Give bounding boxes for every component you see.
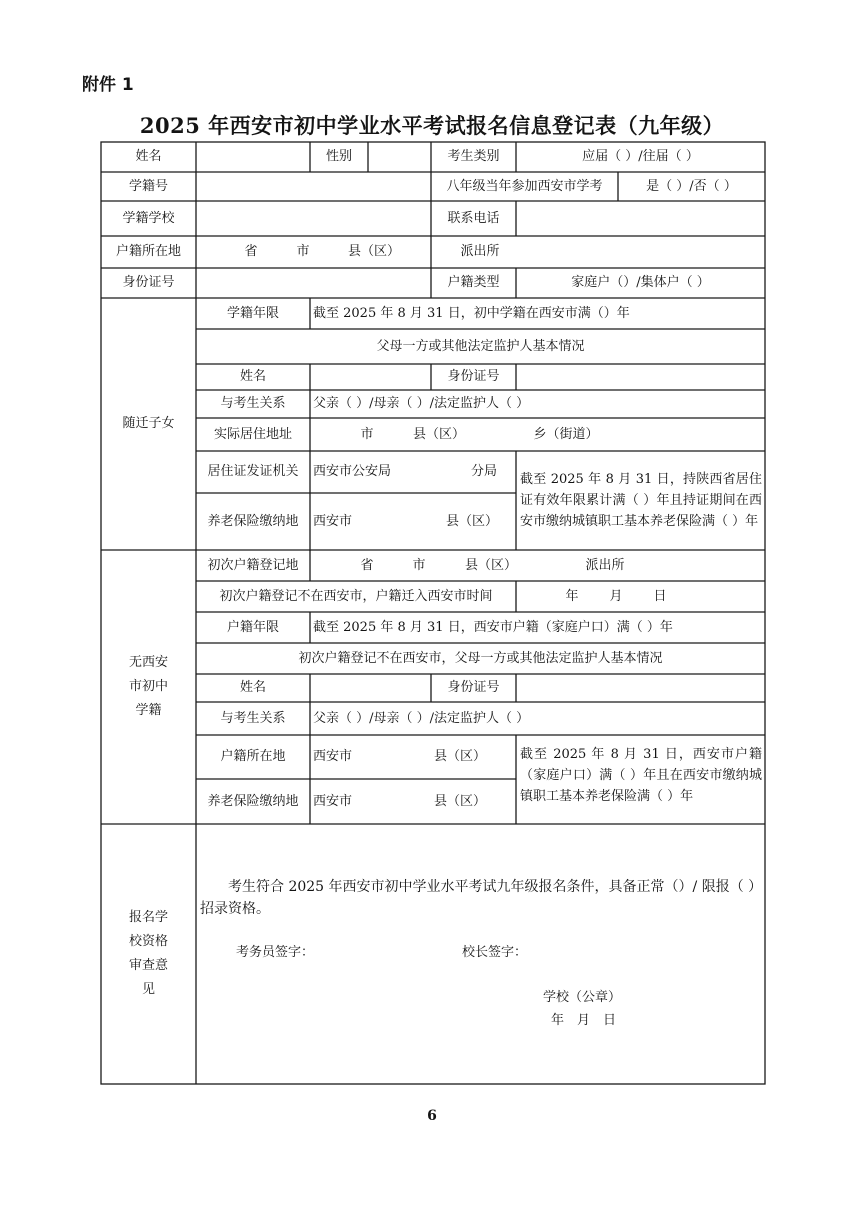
roll-years-value[interactable]: 截至 2025 年 8 月 31 日，初中学籍在西安市满（）年 [313, 305, 630, 321]
category-value[interactable]: 应届（ ）/往届（ ） [582, 149, 699, 164]
page-number: 6 [427, 1108, 437, 1124]
school-field[interactable] [196, 201, 431, 236]
grade8-exam-value[interactable]: 是（ ）/否（ ） [646, 178, 737, 194]
relation-label: 与考生关系 [220, 396, 286, 411]
principal-signature-label: 校长签字： [462, 945, 528, 960]
hukou-years-label: 户籍年限 [226, 619, 279, 635]
permit-duration-note[interactable]: 截至 2025 年 8 月 31 日，持陕西省居住证有效年限累计满（ ）年且持证期间在西安市缴纳城镇职工基本养老保险满（ ）年 [520, 472, 762, 529]
gender-field[interactable] [368, 142, 431, 172]
pension2-county-unit: 县（区） [433, 793, 486, 809]
school-label: 学籍学校 [122, 210, 175, 226]
guardian2-hukou-city: 西安市 [313, 749, 353, 764]
name-field[interactable] [196, 142, 310, 172]
review-section-label: 报名学校资格审查意见 [129, 910, 169, 997]
guardian2-duration-note[interactable]: 截至 2025 年 8 月 31 日，西安市户籍（家庭户口）满（ ）年且在西安市缴纳城镇职工基本养老保险满（ ）年 [520, 746, 762, 804]
no-roll-section-label: 无西安市初中学籍 [128, 655, 168, 718]
guardian2-id-label: 身份证号 [447, 680, 500, 695]
first-reg-county-unit: 县（区） [464, 557, 517, 573]
migrant-section-label: 随迁子女 [122, 416, 175, 431]
guardian2-name-label: 姓名 [239, 680, 266, 695]
guardian2-hukou-label: 户籍所在地 [220, 749, 286, 764]
relation-value[interactable]: 父亲（ ）/母亲（ ）/法定监护人（ ） [313, 396, 530, 411]
hukou-province-unit: 省 [244, 244, 258, 259]
first-reg-label: 初次户籍登记地 [207, 557, 299, 573]
guardian2-id-field[interactable] [516, 674, 765, 702]
permit-issuer-label: 居住证发证机关 [207, 464, 299, 479]
name-label: 姓名 [135, 149, 162, 164]
address-label: 实际居住地址 [213, 426, 292, 442]
address-city-unit: 市 [360, 426, 374, 442]
hukou-type-label: 户籍类型 [447, 275, 500, 290]
hukou-type-value[interactable]: 家庭户（）/集体户（ ） [571, 275, 710, 290]
no-roll-guardian-header: 初次户籍登记不在西安市，父母一方或其他法定监护人基本情况 [298, 650, 663, 666]
address-county-unit: 县（区） [412, 426, 465, 442]
review-statement: 考生符合 2025 年西安市初中学业水平考试九年级报名条件，具备正常（）/ 限报（ ）招录资格。 [200, 879, 756, 917]
student-id-field[interactable] [196, 172, 431, 201]
id-number-field[interactable] [196, 268, 431, 298]
migrant-guardian-header: 父母一方或其他法定监护人基本情况 [376, 338, 585, 354]
move-in-year-unit: 年 [565, 588, 579, 604]
address-town-unit: 乡（街道） [533, 426, 599, 442]
first-reg-city-unit: 市 [412, 557, 426, 573]
pension-city: 西安市 [313, 513, 353, 529]
id-number-label: 身份证号 [122, 275, 175, 290]
move-in-day-unit: 日 [653, 588, 667, 604]
category-label: 考生类别 [447, 149, 500, 164]
pension-place-label: 养老保险缴纳地 [207, 513, 299, 529]
move-in-month-unit: 月 [609, 588, 623, 604]
hukou-county-unit: 县（区） [347, 244, 400, 259]
pension2-place-label: 养老保险缴纳地 [207, 793, 299, 809]
attachment-label: 附件 1 [82, 75, 134, 95]
school-seal-label: 学校（公章） [543, 990, 622, 1005]
phone-field[interactable] [516, 201, 765, 236]
gender-label: 性别 [325, 149, 352, 164]
first-reg-police-unit: 派出所 [585, 557, 625, 573]
relation2-label: 与考生关系 [220, 710, 286, 726]
student-id-label: 学籍号 [128, 178, 168, 194]
guardian-id-field[interactable] [516, 364, 765, 390]
review-date: 年 月 日 [551, 1013, 617, 1028]
guardian2-name-field[interactable] [310, 674, 431, 702]
guardian-id-label: 身份证号 [447, 369, 500, 384]
hukou-place-label: 户籍所在地 [115, 244, 181, 259]
officer-signature-label: 考务员签字： [236, 945, 315, 960]
pension2-city: 西安市 [313, 793, 353, 809]
hukou-city-unit: 市 [296, 244, 310, 259]
hukou-police-unit: 派出所 [460, 244, 500, 259]
hukou-years-value[interactable]: 截至 2025 年 8 月 31 日，西安市户籍（家庭户口）满（ ）年 [313, 619, 673, 635]
roll-years-label: 学籍年限 [226, 305, 279, 321]
move-in-time-label: 初次户籍登记不在西安市，户籍迁入西安市时间 [219, 588, 493, 604]
phone-label: 联系电话 [447, 210, 500, 226]
permit-issuer-branch: 分局 [470, 464, 497, 479]
grade8-exam-label: 八年级当年参加西安市学考 [446, 178, 603, 194]
pension-county-unit: 县（区） [445, 513, 498, 529]
page-title: 2025 年西安市初中学业水平考试报名信息登记表（九年级） [139, 113, 725, 138]
guardian2-hukou-county-unit: 县（区） [433, 749, 486, 764]
permit-issuer-org: 西安市公安局 [313, 464, 392, 479]
guardian-name-field[interactable] [310, 364, 431, 390]
guardian-name-label: 姓名 [239, 369, 266, 384]
first-reg-province-unit: 省 [360, 557, 374, 573]
relation2-value[interactable]: 父亲（ ）/母亲（ ）/法定监护人（ ） [313, 710, 530, 726]
